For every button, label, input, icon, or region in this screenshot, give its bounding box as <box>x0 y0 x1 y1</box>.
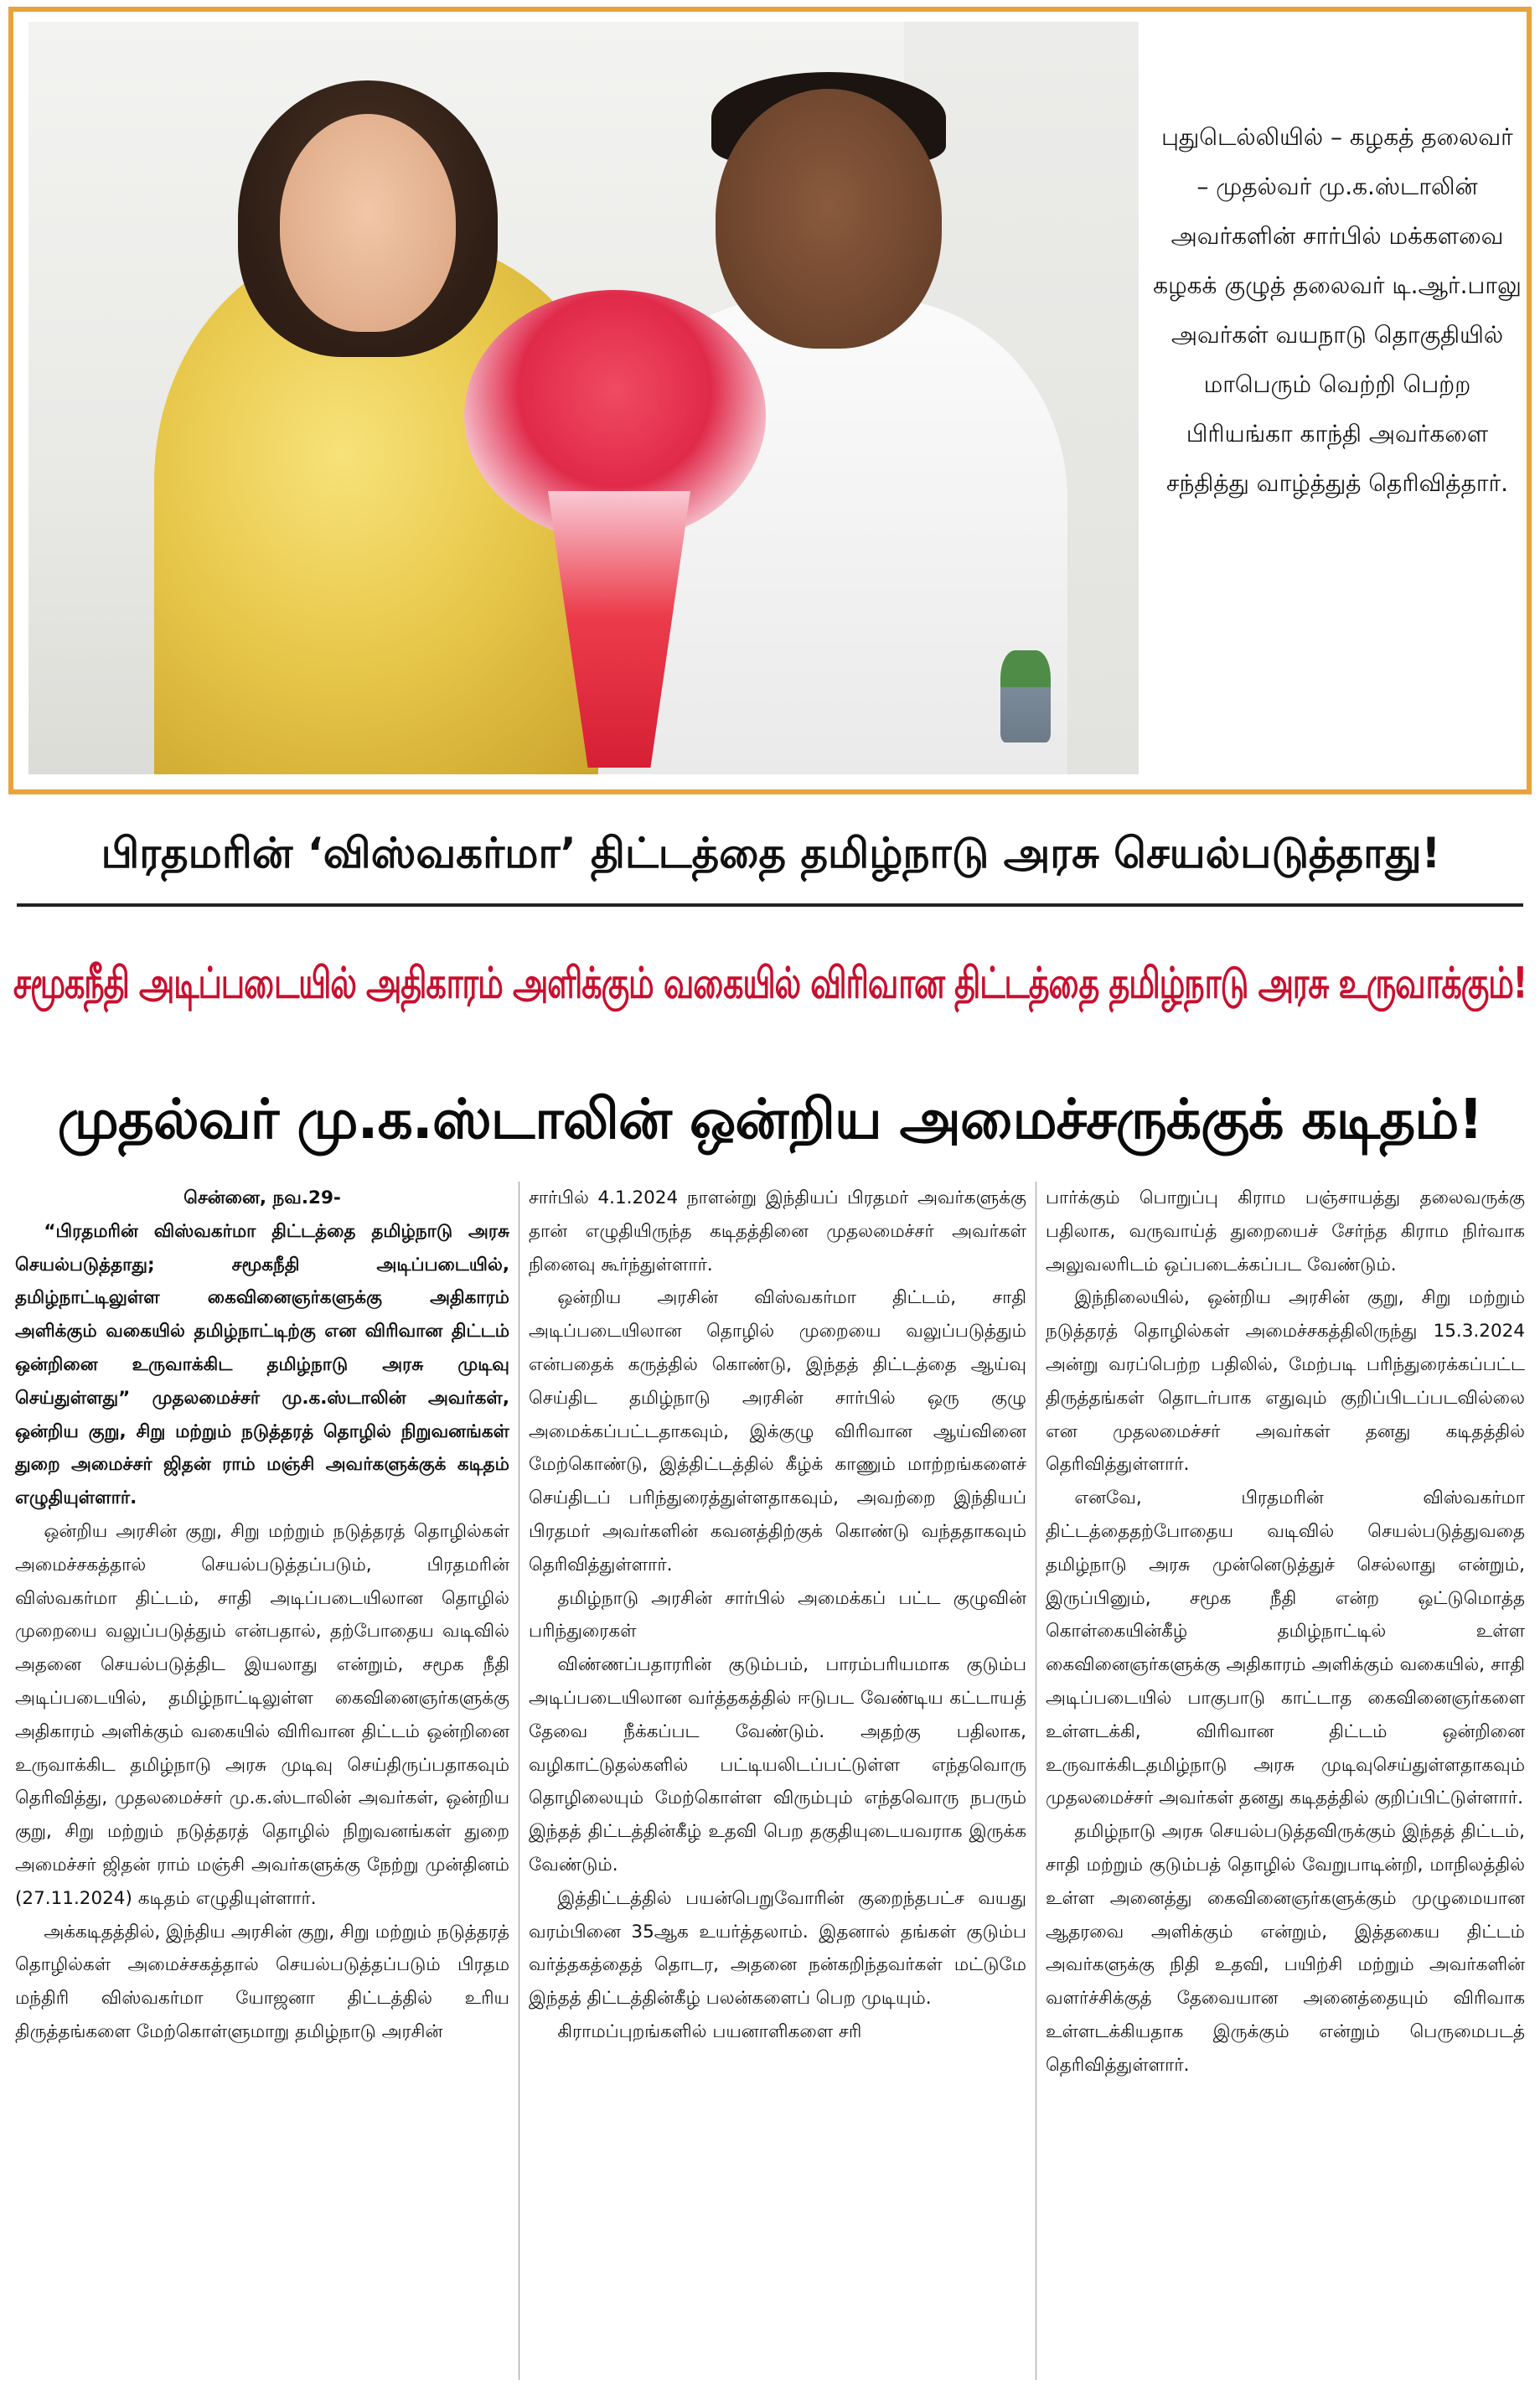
article-paragraph: பார்க்கும் பொறுப்பு கிராம பஞ்சாயத்து தலைவருக்கு பதிலாக, வருவாய்த் துறையைச் சேர்ந்த கிராம நிர்வாக அலுவலரிடம் ஒப்படைக்கப்பட வேண்டும். <box>1046 1187 1525 1275</box>
article-subheading: தமிழ்நாடு அரசின் சார்பில் அமைக்கப் பட்ட குழுவின் பரிந்துரைகள் <box>529 1587 1026 1643</box>
article-paragraph: அக்கடிதத்தில், இந்திய அரசின் குறு, சிறு மற்றும் நடுத்தரத் தொழில்கள் அமைச்சகத்தால் செயல்படுத்தப்படும் பிரதம மந்திரி விஸ்வகர்மா யோஜனா திட்டத்தில் உரிய திருத்தங்களை மேற்கொள்ளுமாறு தமிழ்நாடு அரசின் <box>15 1921 509 2042</box>
photo-man-face <box>716 89 942 349</box>
headline-main: சமூகநீதி அடிப்படையில் அதிகாரம் அளிக்கும் வகையில் விரிவான திட்டத்தை தமிழ்நாடு அரசு உருவாக்கும்! <box>13 958 1527 1008</box>
photo-potted-plant <box>1000 650 1051 742</box>
photo-woman-face <box>280 114 456 332</box>
article-paragraph: தமிழ்நாடு அரசு செயல்படுத்தவிருக்கும் இந்தத் திட்டம், சாதி மற்றும் குடும்பத் தொழில் வேறுபாடின்றி, மாநிலத்தில் உள்ள அனைத்து கைவினைஞர்களுக்கும் முழுமையான ஆதரவை அளிக்கும் என்றும், இத்தகைய திட்டம் அவர்களுக்கு நிதி உதவி, பயிற்சி மற்றும் அவர்களின் வளர்ச்சிக்குத் தேவையான அனைத்தையும் விரிவாக உள்ளடக்கியதாக இருக்கும் என்றும் பெருமைபடத் தெரிவித்துள்ளார். <box>1046 1821 1525 2076</box>
dateline: சென்னை, நவ.29- <box>183 1187 341 1208</box>
article-paragraph: கிராமப்புறங்களில் பயனாளிகளை சரி <box>557 2020 862 2042</box>
article-column-2 <box>529 1182 1026 2380</box>
news-photo <box>28 22 1139 774</box>
headline-sub: முதல்வர் மு.க.ஸ்டாலின் ஒன்றிய அமைச்சருக்குக் கடிதம்! <box>57 1087 1483 1151</box>
headline-kicker: பிரதமரின் ‘விஸ்வகர்மா’ திட்டத்தை தமிழ்நாடு அரசு செயல்படுத்தாது! <box>101 828 1441 877</box>
article-paragraph: எனவே, பிரதமரின் விஸ்வகர்மா திட்டத்தைதற்போதைய வடிவில் செயல்படுத்துவதை தமிழ்நாடு அரசு முன்னெடுத்துச் செல்லாது என்றும், இருப்பினும், சமூக நீதி என்ற ஒட்டுமொத்த கொள்கையின்கீழ் தமிழ்நாட்டில் உள்ள கைவினைஞர்களுக்கு அதிகாரம் அளிக்கும் வகையில், சாதி அடிப்படையில் பாகுபாடு காட்டாத கைவினைஞர்களை உள்ளடக்கி, விரிவான திட்டம் ஒன்றினை உருவாக்கிடதமிழ்நாடு அரசு முடிவுசெய்துள்ளதாகவும் முதலமைச்சர் அவர்கள் தனது கடிதத்தில் குறிப்பிட்டுள்ளார். <box>1046 1487 1525 1809</box>
photo-caption: புதுடெல்லியில் – கழகத் தலைவர் – முதல்வர் மு.க.ஸ்டாலின் அவர்களின் சார்பில் மக்களவை கழகக் குழுத் தலைவர் டி.ஆர்.பாலு அவர்கள் வயநாடு தொகுதியில் மாபெரும் வெற்றி பெற்ற பிரியங்கா காந்தி அவர்களை சந்தித்து வாழ்த்துத் தெரிவித்தார். <box>1153 123 1522 497</box>
article-paragraph: ஒன்றிய அரசின் விஸ்வகர்மா திட்டம், சாதி அடிப்படையிலான தொழில் முறையை வலுப்படுத்தும் என்பதைக் கருத்தில் கொண்டு, இந்தத் திட்டத்தை ஆய்வு செய்திட தமிழ்நாடு அரசின் சார்பில் ஒரு குழு அமைக்கப்பட்டதாகவும், இக்குழு விரிவான ஆய்வினை மேற்கொண்டு, இத்திட்டத்தில் கீழ்க் காணும் மாற்றங்களைச் செய்திடப் பரிந்துரைத்துள்ளதாகவும், அவற்றை இந்தியப் பிரதமர் அவர்களின் கவனத்திற்குக் கொண்டு வந்ததாகவும் தெரிவித்துள்ளார். <box>529 1287 1026 1575</box>
article-lead: “பிரதமரின் விஸ்வகர்மா திட்டத்தை தமிழ்நாடு அரசு செயல்படுத்தாது; சமூகநீதி அடிப்படையில், தமிழ்நாட்டிலுள்ள கைவினைஞர்களுக்கு அதிகாரம் அளிக்கும் வகையில் தமிழ்நாட்டிற்கு என விரிவான திட்டம் ஒன்றினை உருவாக்கிட தமிழ்நாடு அரசு முடிவு செய்துள்ளது” முதலமைச்சர் மு.க.ஸ்டாலின் அவர்கள், ஒன்றிய குறு, சிறு மற்றும் நடுத்தரத் தொழில் நிறுவனங்கள் துறை அமைச்சர் ஜிதன் ராம் மஞ்சி அவர்களுக்குக் கடிதம் எழுதியுள்ளார். <box>15 1220 509 1509</box>
article-body <box>15 1182 1525 2380</box>
article-paragraph: இத்திட்டத்தில் பயன்பெறுவோரின் குறைந்தபட்ச வயது வரம்பினை 35ஆக உயர்த்தலாம். இதனால் தங்கள் குடும்ப வர்த்தகத்தைத் தொடர, அதனை நன்கறிந்தவர்கள் மட்டுமே இந்தத் திட்டத்தின்கீழ் பலன்களைப் பெற முடியும். <box>529 1887 1026 2010</box>
article-paragraph: விண்ணப்பதாரரின் குடும்பம், பாரம்பரியமாக குடும்ப அடிப்படையிலான வர்த்தகத்தில் ஈடுபட வேண்டிய கட்டாயத் தேவை நீக்கப்பட வேண்டும். அதற்கு பதிலாக, வழிகாட்டுதல்களில் பட்டியலிடப்பட்டுள்ள எந்தவொரு தொழிலையும் மேற்கொள்ள விரும்பும் எந்தவொரு நபரும் இந்தத் திட்டத்தின்கீழ் உதவி பெற தகுதியுடையவராக இருக்க வேண்டும். <box>529 1654 1026 1875</box>
article-column-3 <box>1046 1182 1525 2380</box>
article-paragraph: சார்பில் 4.1.2024 நாளன்று இந்தியப் பிரதமர் அவர்களுக்கு தான் எழுதியிருந்த கடிதத்தினை முதலமைச்சர் அவர்கள் நினைவு கூர்ந்துள்ளார். <box>529 1187 1026 1275</box>
article-paragraph: ஒன்றிய அரசின் குறு, சிறு மற்றும் நடுத்தரத் தொழில்கள் அமைச்சகத்தால் செயல்படுத்தப்படும், பிரதமரின் விஸ்வகர்மா திட்டம், சாதி அடிப்படையிலான தொழில் முறையை வலுப்படுத்தும் என்பதால், தற்போதைய வடிவில் அதனை செயல்படுத்திட இயலாது என்றும், சமூக நீதி அடிப்படையில், தமிழ்நாட்டிலுள்ள கைவினைஞர்களுக்கு அதிகாரம் அளிக்கும் வகையில் விரிவான திட்டம் ஒன்றினை உருவாக்கிட தமிழ்நாடு அரசு முடிவு செய்திருப்பதாகவும் தெரிவித்து, முதலமைச்சர் மு.க.ஸ்டாலின் அவர்கள், ஒன்றிய குறு, சிறு மற்றும் நடுத்தரத் தொழில் நிறுவனங்கள் துறை அமைச்சர் ஜிதன் ராம் மஞ்சி அவர்களுக்கு நேற்று முன்தினம் (27.11.2024) கடிதம் எழுதியுள்ளார். <box>15 1520 509 1909</box>
article-paragraph: இந்நிலையில், ஒன்றிய அரசின் குறு, சிறு மற்றும் நடுத்தரத் தொழில்கள் அமைச்சகத்திலிருந்து 15.3.2024 அன்று வரப்பெற்ற பதிலில், மேற்படி பரிந்துரைக்கப்பட்ட திருத்தங்கள் தொடர்பாக எதுவும் குறிப்பிடப்படவில்லை என முதலமைச்சர் அவர்கள் தனது கடிதத்தில் தெரிவித்துள்ளார். <box>1046 1287 1525 1476</box>
article-column-1 <box>15 1182 509 2380</box>
photo-frame <box>8 7 1532 794</box>
